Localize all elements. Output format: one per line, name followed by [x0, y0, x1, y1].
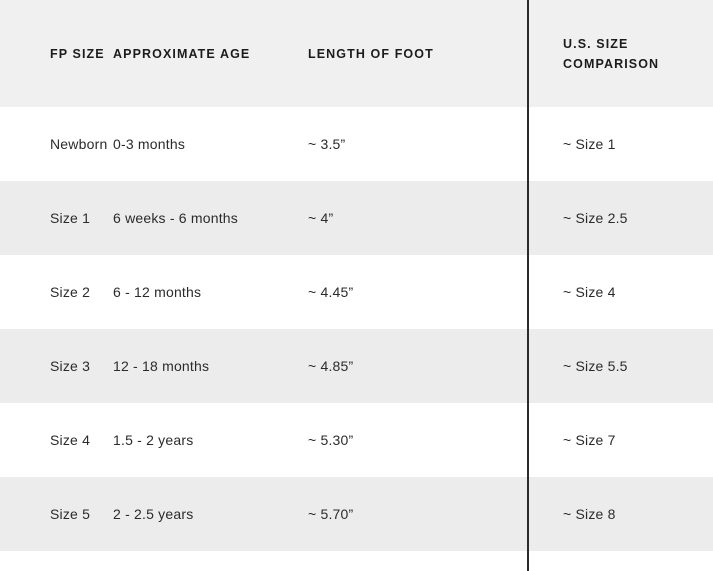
- cell-value: ~ 3.5”: [308, 136, 346, 152]
- cell-fp-size: [0, 181, 113, 255]
- cell-approximate-age: [113, 403, 308, 477]
- cell-value: 6 - 12 months: [113, 284, 202, 300]
- cell-value: Newborn: [50, 136, 108, 152]
- cell-value: Size 3: [50, 358, 91, 374]
- cell-value: 0-3 months: [113, 136, 186, 152]
- cell-value: 2 - 2.5 years: [113, 506, 194, 522]
- cell-us-size-comparison: [528, 477, 713, 551]
- cell-value: ~ Size 5.5: [563, 358, 628, 374]
- column-header-label: FP SIZE: [50, 46, 105, 61]
- cell-length-of-foot: [308, 329, 528, 403]
- cell-length-of-foot: [308, 403, 528, 477]
- cell-fp-size: [0, 329, 113, 403]
- cell-value: 6 weeks - 6 months: [113, 210, 238, 226]
- cell-value: 12 - 18 months: [113, 358, 210, 374]
- cell-fp-size: [0, 403, 113, 477]
- cell-approximate-age: [113, 477, 308, 551]
- cell-value: ~ 4.85”: [308, 358, 354, 374]
- cell-fp-size: [0, 255, 113, 329]
- column-header-us-size-comparison: [528, 0, 713, 107]
- table-row: [0, 329, 713, 403]
- cell-us-size-comparison: [528, 181, 713, 255]
- cell-fp-size: [0, 477, 113, 551]
- column-header-label: U.S. SIZE COMPARISON: [563, 36, 660, 71]
- cell-value: Size 4: [50, 432, 91, 448]
- cell-approximate-age: [113, 181, 308, 255]
- cell-approximate-age: [113, 255, 308, 329]
- cell-us-size-comparison: [528, 107, 713, 181]
- cell-length-of-foot: [308, 477, 528, 551]
- column-header-fp-size: [0, 0, 113, 107]
- column-header-length-of-foot: [308, 0, 528, 107]
- cell-length-of-foot: [308, 255, 528, 329]
- cell-value: ~ Size 8: [563, 506, 616, 522]
- cell-value: ~ 4”: [308, 210, 334, 226]
- cell-value: Size 2: [50, 284, 91, 300]
- cell-us-size-comparison: [528, 329, 713, 403]
- column-header-label: APPROXIMATE AGE: [113, 46, 251, 61]
- cell-length-of-foot: [308, 181, 528, 255]
- column-divider-line: [527, 0, 529, 571]
- table-row: [0, 181, 713, 255]
- cell-value: 1.5 - 2 years: [113, 432, 194, 448]
- column-header-approximate-age: [113, 0, 308, 107]
- cell-value: Size 1: [50, 210, 91, 226]
- table-row: [0, 403, 713, 477]
- cell-fp-size: [0, 107, 113, 181]
- cell-value: ~ 4.45”: [308, 284, 354, 300]
- cell-length-of-foot: [308, 107, 528, 181]
- cell-value: ~ Size 7: [563, 432, 616, 448]
- cell-approximate-age: [113, 107, 308, 181]
- cell-value: ~ Size 1: [563, 136, 616, 152]
- table-row: [0, 477, 713, 551]
- cell-value: ~ 5.30”: [308, 432, 354, 448]
- column-header-label: LENGTH OF FOOT: [308, 46, 434, 61]
- cell-us-size-comparison: [528, 255, 713, 329]
- cell-value: ~ Size 2.5: [563, 210, 628, 226]
- table-row: [0, 107, 713, 181]
- cell-value: ~ 5.70”: [308, 506, 354, 522]
- cell-value: ~ Size 4: [563, 284, 616, 300]
- cell-approximate-age: [113, 329, 308, 403]
- table-row: [0, 255, 713, 329]
- cell-value: Size 5: [50, 506, 91, 522]
- table-header-row: [0, 0, 713, 107]
- cell-us-size-comparison: [528, 403, 713, 477]
